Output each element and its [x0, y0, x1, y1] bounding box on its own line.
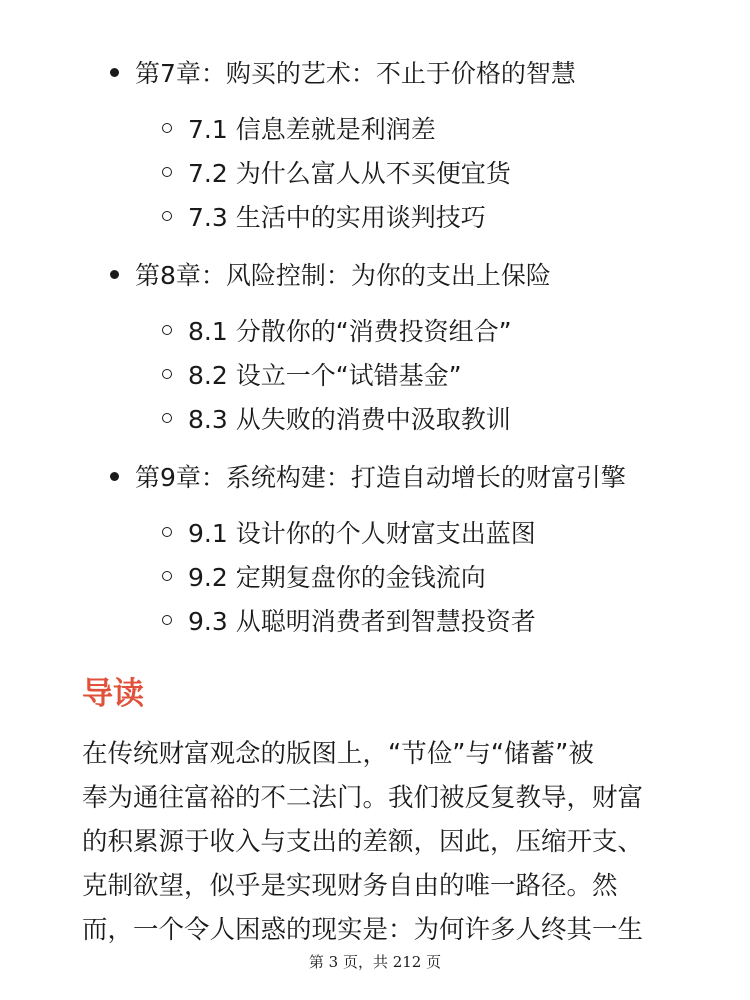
section-title: 7.2 为什么富人从不买便宜货: [188, 159, 511, 188]
toc-section-8-3[interactable]: [162, 398, 511, 438]
toc-chapter-7[interactable]: [110, 52, 576, 92]
bullet-circle-icon: [162, 571, 172, 581]
section-title: 8.3 从失败的消费中汲取教训: [188, 405, 511, 434]
toc-section-9-1[interactable]: [162, 512, 536, 552]
toc-section-8-2[interactable]: [162, 354, 462, 394]
bullet-circle-icon: [162, 325, 172, 335]
bullet-circle-icon: [162, 413, 172, 423]
toc-section-9-3[interactable]: [162, 600, 536, 640]
section-title: 8.2 设立一个“试错基金”: [188, 361, 462, 390]
section-title: 9.2 定期复盘你的金钱流向: [188, 563, 486, 592]
intro-paragraph-line: 的积累源于收入与支出的差额，因此，压缩开支、: [82, 827, 644, 857]
bullet-circle-icon: [162, 167, 172, 177]
bullet-circle-icon: [162, 527, 172, 537]
toc-section-7-3[interactable]: [162, 196, 486, 236]
toc-chapter-9[interactable]: [110, 456, 626, 496]
section-title: 9.3 从聪明消费者到智慧投资者: [188, 607, 536, 636]
bullet-dot-icon: [110, 270, 119, 279]
toc-section-9-2[interactable]: [162, 556, 486, 596]
section-title: 7.3 生活中的实用谈判技巧: [188, 203, 486, 232]
section-title: 8.1 分散你的“消费投资组合”: [188, 317, 512, 346]
bullet-dot-icon: [110, 472, 119, 481]
bullet-dot-icon: [110, 68, 119, 77]
intro-paragraph-line: 奉为通往富裕的不二法门。我们被反复教导，财富: [82, 783, 644, 813]
chapter-title: 第9章：系统构建：打造自动增长的财富引擎: [135, 463, 626, 492]
intro-paragraph-line: 克制欲望，似乎是实现财务自由的唯一路径。然: [82, 871, 618, 901]
page-footer: 第 3 页，共 212 页: [308, 953, 442, 971]
toc-section-7-2[interactable]: [162, 152, 511, 192]
section-title: 7.1 信息差就是利润差: [188, 115, 436, 144]
toc-section-7-1[interactable]: [162, 108, 436, 148]
bullet-circle-icon: [162, 369, 172, 379]
chapter-title: 第8章：风险控制：为你的支出上保险: [135, 261, 551, 290]
intro-paragraph-line: 在传统财富观念的版图上，“节俭”与“储蓄”被: [82, 739, 594, 769]
bullet-circle-icon: [162, 615, 172, 625]
intro-paragraph-line: 而，一个令人困惑的现实是：为何许多人终其一生: [82, 915, 644, 945]
intro-heading: 导读: [82, 676, 144, 712]
bullet-circle-icon: [162, 123, 172, 133]
toc-chapter-8[interactable]: [110, 254, 551, 294]
bullet-circle-icon: [162, 211, 172, 221]
chapter-title: 第7章：购买的艺术：不止于价格的智慧: [135, 59, 576, 88]
toc-section-8-1[interactable]: [162, 310, 512, 350]
section-title: 9.1 设计你的个人财富支出蓝图: [188, 519, 536, 548]
